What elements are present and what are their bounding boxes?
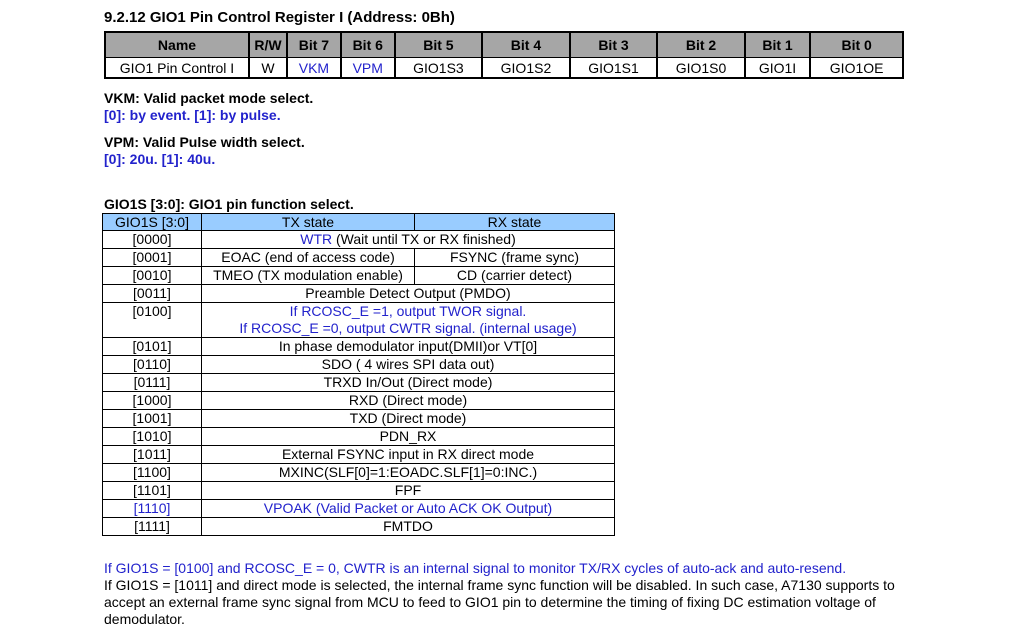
- row-text: PDN_RX: [202, 428, 615, 446]
- header-rx-state: RX state: [415, 214, 615, 231]
- header-bit5: Bit 5: [395, 32, 483, 58]
- row-tx: TMEO (TX modulation enable): [202, 267, 415, 285]
- header-bit7: Bit 7: [287, 32, 341, 58]
- row-code: [1000]: [103, 392, 202, 410]
- cell-bit7: VKM: [287, 58, 341, 79]
- row-text: In phase demodulator input(DMII)or VT[0]: [202, 338, 615, 356]
- table-row: [103, 410, 615, 428]
- vpm-values: [0]: 20u. [1]: 40u.: [104, 151, 216, 167]
- row-tx: EOAC (end of access code): [202, 249, 415, 267]
- table-row: [103, 392, 615, 410]
- function-table: [102, 213, 615, 536]
- table-row: [103, 249, 615, 267]
- note-cwtr: If GIO1S = [0100] and RCOSC_E = 0, CWTR is an internal signal to monitor TX/RX cycles of auto-ack and auto-resend.: [104, 560, 847, 576]
- row-text: SDO ( 4 wires SPI data out): [202, 356, 615, 374]
- cell-bit0: GIO1OE: [810, 58, 903, 79]
- table-row: [103, 500, 615, 518]
- cell-bit6: VPM: [341, 58, 395, 79]
- row-code: [0111]: [103, 374, 202, 392]
- cell-bit2: GIO1S0: [657, 58, 745, 79]
- header-rw: R/W: [249, 32, 287, 58]
- vkm-description: [104, 90, 313, 124]
- row-code: [1101]: [103, 482, 202, 500]
- row-code: [0001]: [103, 249, 202, 267]
- header-gio1s: GIO1S [3:0]: [103, 214, 202, 231]
- table-row: [103, 231, 615, 249]
- cell-bit3: GIO1S1: [570, 58, 658, 79]
- row-code: [1001]: [103, 410, 202, 428]
- table-row: [103, 374, 615, 392]
- row-text: VPOAK (Valid Packet or Auto ACK OK Output): [202, 500, 615, 518]
- table-row: [103, 428, 615, 446]
- vpm-heading: VPM: Valid Pulse width select.: [104, 134, 305, 150]
- row-rx: FSYNC (frame sync): [415, 249, 615, 267]
- row-text: Preamble Detect Output (PMDO): [202, 285, 615, 303]
- cell-bit1: GIO1I: [745, 58, 811, 79]
- row-text: RXD (Direct mode): [202, 392, 615, 410]
- row-text: TRXD In/Out (Direct mode): [202, 374, 615, 392]
- table-row: [103, 356, 615, 374]
- row-code: [1010]: [103, 428, 202, 446]
- table-row: [103, 518, 615, 536]
- table-row: [103, 285, 615, 303]
- table-row: [103, 464, 615, 482]
- row-code: [1011]: [103, 446, 202, 464]
- row-text: FMTDO: [202, 518, 615, 536]
- row-text-line1: If RCOSC_E =1, output TWOR signal.: [289, 303, 527, 319]
- register-table: [104, 31, 904, 79]
- note-direct-mode: If GIO1S = [1011] and direct mode is selected, the internal frame sync function will be disabled. In such case, A7130 supports to accept an external frame sync signal from MCU to feed to GIO1 pin to determine the timing of fixing DC estimation voltage of demodulator.: [104, 577, 895, 627]
- func-caption: GIO1S [3:0]: GIO1 pin function select.: [104, 196, 354, 212]
- register-header-row: [105, 32, 903, 58]
- wtr-term: WTR: [300, 231, 333, 247]
- table-row: [103, 303, 615, 338]
- row-code: [1100]: [103, 464, 202, 482]
- row-code: [0101]: [103, 338, 202, 356]
- cell-name: GIO1 Pin Control I: [105, 58, 249, 79]
- vkm-values: [0]: by event. [1]: by pulse.: [104, 107, 281, 123]
- table-row: [103, 446, 615, 464]
- header-bit4: Bit 4: [482, 32, 570, 58]
- register-row: [105, 58, 903, 79]
- cell-rw: W: [249, 58, 287, 79]
- row-text: WTR (Wait until TX or RX finished): [202, 231, 615, 249]
- row-text: MXINC(SLF[0]=1:EOADC.SLF[1]=0:INC.): [202, 464, 615, 482]
- header-bit3: Bit 3: [570, 32, 658, 58]
- section-title: 9.2.12 GIO1 Pin Control Register I (Address: 0Bh): [104, 9, 455, 26]
- row-text: [202, 303, 615, 338]
- row-code: [0100]: [103, 303, 202, 338]
- row-code: [0110]: [103, 356, 202, 374]
- header-tx-state: TX state: [202, 214, 415, 231]
- row-code: [1110]: [103, 500, 202, 518]
- row-code: [0011]: [103, 285, 202, 303]
- row-rx: CD (carrier detect): [415, 267, 615, 285]
- vkm-heading: VKM: Valid packet mode select.: [104, 90, 314, 106]
- row-text: TXD (Direct mode): [202, 410, 615, 428]
- table-row: [103, 338, 615, 356]
- vpm-description: [104, 134, 305, 168]
- row-code: [0010]: [103, 267, 202, 285]
- row-text: FPF: [202, 482, 615, 500]
- row-text-line2: If RCOSC_E =0, output CWTR signal. (internal usage): [239, 320, 577, 336]
- table-row: [103, 482, 615, 500]
- row-text: External FSYNC input in RX direct mode: [202, 446, 615, 464]
- func-header-row: [103, 214, 615, 231]
- cell-bit5: GIO1S3: [395, 58, 483, 79]
- header-bit0: Bit 0: [810, 32, 903, 58]
- header-bit1: Bit 1: [745, 32, 811, 58]
- table-row: [103, 267, 615, 285]
- row-code: [1111]: [103, 518, 202, 536]
- header-bit2: Bit 2: [657, 32, 745, 58]
- header-bit6: Bit 6: [341, 32, 395, 58]
- row-code: [0000]: [103, 231, 202, 249]
- header-name: Name: [105, 32, 249, 58]
- cell-bit4: GIO1S2: [482, 58, 570, 79]
